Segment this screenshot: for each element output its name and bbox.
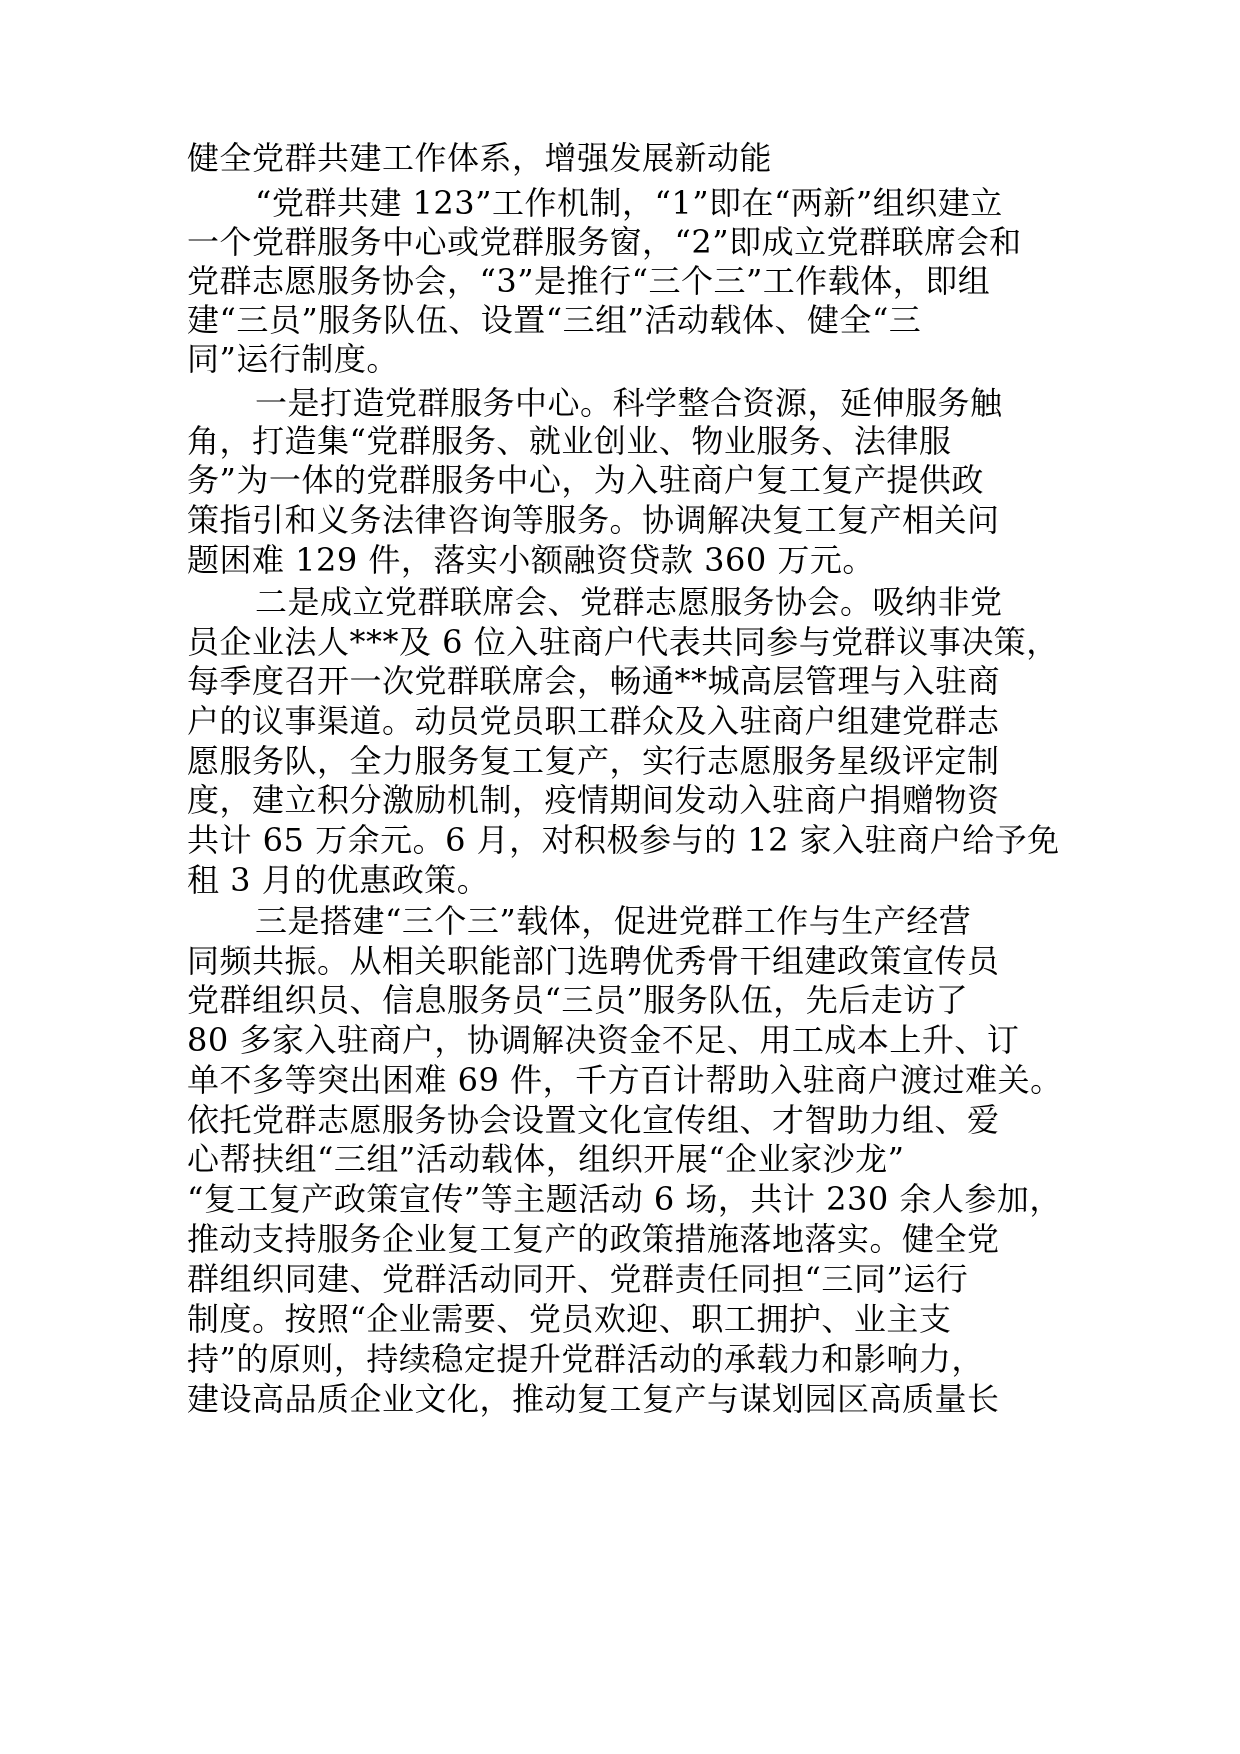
paragraph-line: 持”的原则，持续稳定提升党群活动的承载力和影响力， xyxy=(187,1340,984,1378)
paragraph-line: 二是成立党群联席会、党群志愿服务协会。吸纳非党 xyxy=(255,583,1003,621)
paragraph-line: 题困难 129 件，落实小额融资贷款 360 万元。 xyxy=(187,541,875,579)
document-heading: 健全党群共建工作体系，增强发展新动能 xyxy=(187,139,773,177)
paragraph-line: 角，打造集“党群服务、就业创业、物业服务、法律服 xyxy=(187,422,952,460)
paragraph-line: 党群志愿服务协会，“3”是推行“三个三”工作载体，即组 xyxy=(187,262,991,300)
paragraph-line: 务”为一体的党群服务中心，为入驻商户复工复产提供政 xyxy=(187,461,984,499)
paragraph-line: 同”运行制度。 xyxy=(187,340,399,378)
paragraph-line: 心帮扶组“三组”活动载体，组织开展“企业家沙龙” xyxy=(187,1140,905,1178)
paragraph-line: 建设高品质企业文化，推动复工复产与谋划园区高质量长 xyxy=(187,1380,1000,1418)
paragraph-line: 党群组织员、信息服务员“三员”服务队伍，先后走访了 xyxy=(187,981,969,1019)
paragraph-line: 一是打造党群服务中心。科学整合资源，延伸服务触 xyxy=(255,384,1003,422)
paragraph-line: 80 多家入驻商户，协调解决资金不足、用工成本上升、订 xyxy=(187,1021,1020,1059)
paragraph-line: 一个党群服务中心或党群服务窗，“2”即成立党群联席会和 xyxy=(187,223,1022,261)
paragraph-line: 户的议事渠道。动员党员职工群众及入驻商户组建党群志 xyxy=(187,702,1000,740)
paragraph-line: 三是搭建“三个三”载体，促进党群工作与生产经营 xyxy=(255,902,972,940)
paragraph-line: 共计 65 万余元。6 月，对积极参与的 12 家入驻商户给予免 xyxy=(187,821,1060,859)
paragraph-line: 同频共振。从相关职能部门选聘优秀骨干组建政策宣传员 xyxy=(187,942,1000,980)
paragraph-line: 每季度召开一次党群联席会，畅通**城高层管理与入驻商 xyxy=(187,662,1001,700)
paragraph-line: 群组织同建、党群活动同开、党群责任同担“三同”运行 xyxy=(187,1260,969,1298)
paragraph-line: 依托党群志愿服务协会设置文化宣传组、才智助力组、爱 xyxy=(187,1101,1000,1139)
paragraph-line: 愿服务队，全力服务复工复产，实行志愿服务星级评定制 xyxy=(187,742,1000,780)
paragraph-line: 员企业法人***及 6 位入驻商户代表共同参与党群议事决策， xyxy=(187,623,1059,661)
paragraph-line: 单不多等突出困难 69 件，千方百计帮助入驻商户渡过难关。 xyxy=(187,1061,1063,1099)
paragraph-line: 建“三员”服务队伍、设置“三组”活动载体、健全“三 xyxy=(187,301,922,339)
paragraph-line: 度，建立积分激励机制，疫情期间发动入驻商户捐赠物资 xyxy=(187,781,1000,819)
paragraph-line: 租 3 月的优惠政策。 xyxy=(187,861,490,899)
paragraph-line: 推动支持服务企业复工复产的政策措施落地落实。健全党 xyxy=(187,1220,1000,1258)
paragraph-line: 制度。按照“企业需要、党员欢迎、职工拥护、业主支 xyxy=(187,1300,952,1338)
paragraph-line: “党群共建 123”工作机制，“1”即在“两新”组织建立 xyxy=(255,184,1003,222)
paragraph-line: 策指引和义务法律咨询等服务。协调解决复工复产相关问 xyxy=(187,501,1000,539)
paragraph-line: “复工复产政策宣传”等主题活动 6 场，共计 230 余人参加， xyxy=(187,1180,1062,1218)
